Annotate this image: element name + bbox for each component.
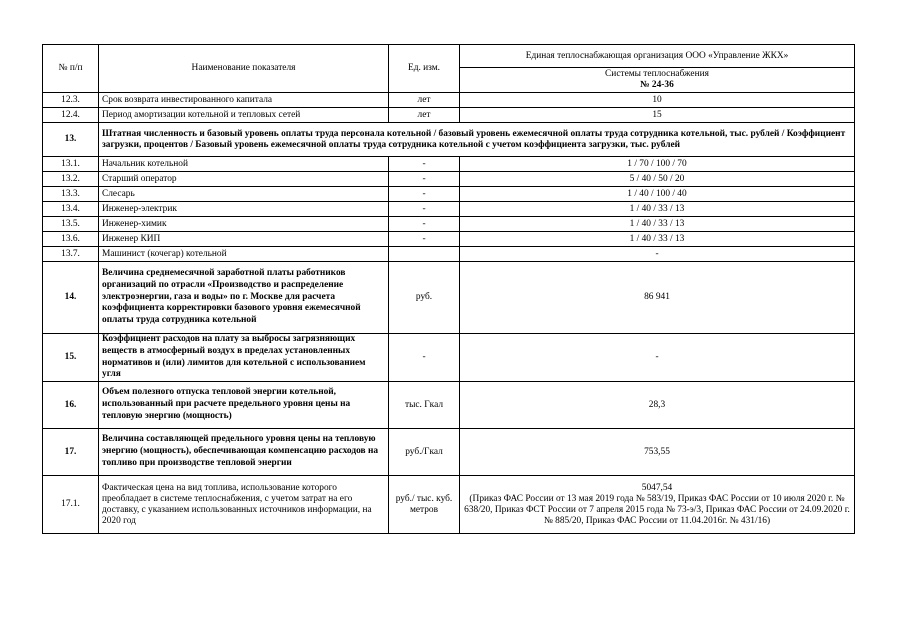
header-name: Наименование показателя xyxy=(99,45,389,93)
row-source-note: (Приказ ФАС России от 13 мая 2019 года № 583/19, Приказ ФАС России от 10 июля 2020 г. № 638/20, Приказ ФСТ России от 7 апреля 2015 года № 73-э/3, Приказ ФАС России от 24.09.2020 г. № 885/20, Приказ ФАС России от 11.04.2016г. № 431/16) xyxy=(464,493,850,526)
row-num: 13.2. xyxy=(43,172,99,187)
table-row xyxy=(43,187,855,202)
table-row xyxy=(43,382,855,429)
row-unit: - xyxy=(389,172,460,187)
row-name: Инженер-электрик xyxy=(99,202,389,217)
row-value: 15 xyxy=(460,108,855,123)
row-unit: - xyxy=(389,157,460,172)
row-num: 13.3. xyxy=(43,187,99,202)
row-name: Инженер КИП xyxy=(99,232,389,247)
row-name: Срок возврата инвестированного капитала xyxy=(99,93,389,108)
table-row xyxy=(43,217,855,232)
row-name: Инженер-химик xyxy=(99,217,389,232)
table-row xyxy=(43,262,855,334)
row-name: Период амортизации котельной и тепловых сетей xyxy=(99,108,389,123)
row-unit xyxy=(389,247,460,262)
section-row xyxy=(43,123,855,157)
header-unit: Ед. изм. xyxy=(389,45,460,93)
header-systems-number: № 24-36 xyxy=(640,80,674,90)
row-value: - xyxy=(460,247,855,262)
row-unit: лет xyxy=(389,108,460,123)
row-unit: - xyxy=(389,187,460,202)
row-num: 13. xyxy=(43,123,99,157)
row-value: 1 / 40 / 33 / 13 xyxy=(460,232,855,247)
row-value-cell xyxy=(460,476,855,534)
row-name: Величина составляющей предельного уровня цены на тепловую энергию (мощность), обеспечивающая компенсацию расходов на топливо при производстве тепловой энергии xyxy=(99,429,389,476)
row-num: 12.4. xyxy=(43,108,99,123)
row-num: 17.1. xyxy=(43,476,99,534)
row-value: 1 / 40 / 33 / 13 xyxy=(460,217,855,232)
row-unit: руб./ тыс. куб. метров xyxy=(389,476,460,534)
table-row xyxy=(43,476,855,534)
row-num: 16. xyxy=(43,382,99,429)
row-name: Машинист (кочегар) котельной xyxy=(99,247,389,262)
table-row xyxy=(43,247,855,262)
table-row xyxy=(43,93,855,108)
row-num: 13.4. xyxy=(43,202,99,217)
row-value: 5047,54 xyxy=(641,482,673,493)
row-value: 10 xyxy=(460,93,855,108)
table-row xyxy=(43,202,855,217)
row-name: Коэффициент расходов на плату за выбросы загрязняющих веществ в атмосферный воздух в пределах установленных нормативов и (или) лимитов для котельной с использованием угля xyxy=(99,334,389,382)
row-name: Величина среднемесячной заработной платы работников организаций по отрасли «Производство и распределение электроэнергии, газа и воды» по г. Москве для расчета коэффициента корректировки базового уровня ежемесячной оплаты труда сотрудника котельной xyxy=(99,262,389,334)
header-org: Единая теплоснабжающая организация ООО «Управление ЖКХ» xyxy=(460,45,855,68)
row-unit: тыс. Гкал xyxy=(389,382,460,429)
header-systems xyxy=(460,68,855,93)
row-num: 17. xyxy=(43,429,99,476)
row-num: 14. xyxy=(43,262,99,334)
row-value: 1 / 70 / 100 / 70 xyxy=(460,157,855,172)
table-row xyxy=(43,157,855,172)
row-name: Фактическая цена на вид топлива, использование которого преобладает в системе теплоснабжения, с учетом затрат на его доставку, с указанием использованных источников информации, на 2020 год xyxy=(99,476,389,534)
row-unit: - xyxy=(389,217,460,232)
row-unit: - xyxy=(389,202,460,217)
row-num: 15. xyxy=(43,334,99,382)
row-unit: лет xyxy=(389,93,460,108)
header-systems-label: Системы теплоснабжения xyxy=(605,69,709,79)
row-unit: - xyxy=(389,334,460,382)
table-row xyxy=(43,232,855,247)
row-name: Старший оператор xyxy=(99,172,389,187)
row-value: 28,3 xyxy=(460,382,855,429)
row-value: 1 / 40 / 100 / 40 xyxy=(460,187,855,202)
row-value: - xyxy=(460,334,855,382)
table-row xyxy=(43,172,855,187)
row-name: Объем полезного отпуска тепловой энергии котельной, использованный при расчете предельного уровня цены на тепловую энергию (мощность) xyxy=(99,382,389,429)
row-unit: руб./Гкал xyxy=(389,429,460,476)
table-row xyxy=(43,334,855,382)
row-num: 13.1. xyxy=(43,157,99,172)
row-name: Начальник котельной xyxy=(99,157,389,172)
row-unit: руб. xyxy=(389,262,460,334)
table-row xyxy=(43,429,855,476)
row-unit: - xyxy=(389,232,460,247)
header-num: № п/п xyxy=(43,45,99,93)
row-value: 5 / 40 / 50 / 20 xyxy=(460,172,855,187)
tariff-parameters-table xyxy=(42,44,855,534)
row-value: 86 941 xyxy=(460,262,855,334)
row-num: 13.6. xyxy=(43,232,99,247)
table-row xyxy=(43,108,855,123)
row-value: 1 / 40 / 33 / 13 xyxy=(460,202,855,217)
row-name: Слесарь xyxy=(99,187,389,202)
section-title: Штатная численность и базовый уровень оплаты труда персонала котельной / базовый уровень ежемесячной оплаты труда сотрудника котельной, тыс. рублей / Коэффициент загрузки, процентов / Базовый уровень ежемесячной оплаты труда сотрудника котельной с учетом коэффициента загрузки, тыс. рублей xyxy=(99,123,855,157)
row-value: 753,55 xyxy=(460,429,855,476)
row-num: 13.5. xyxy=(43,217,99,232)
row-num: 13.7. xyxy=(43,247,99,262)
row-num: 12.3. xyxy=(43,93,99,108)
